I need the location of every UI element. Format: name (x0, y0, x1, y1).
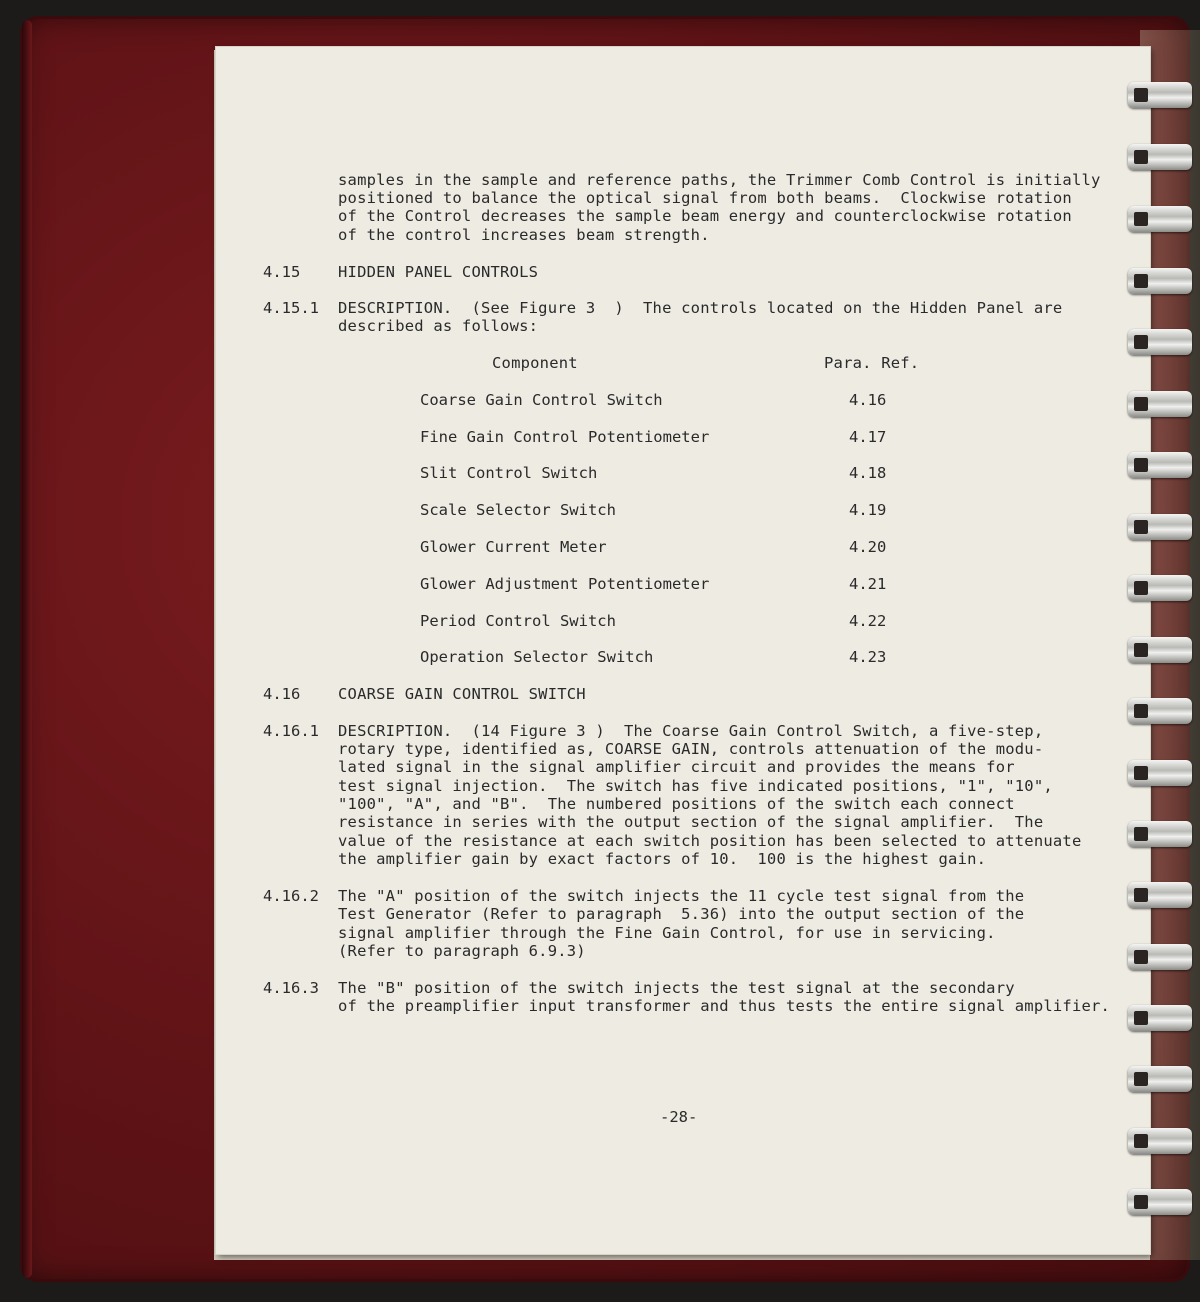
table-row-ref: 4.21 (849, 575, 887, 593)
table-row-ref: 4.19 (849, 501, 887, 519)
section-number: 4.15.1 (263, 299, 319, 317)
binder-ring (1128, 268, 1192, 294)
paragraph-line: value of the resistance at each switch position has been selected to attenuate (338, 832, 1082, 850)
binder-spine-edge (22, 20, 32, 1278)
binder-ring (1128, 821, 1192, 847)
binder-ring (1128, 144, 1192, 170)
table-row-ref: 4.16 (849, 391, 887, 409)
paragraph-line: The "B" position of the switch injects the test signal at the secondary (338, 979, 1015, 997)
table-row-component: Coarse Gain Control Switch (420, 391, 663, 409)
paragraph-line: resistance in series with the output section of the signal amplifier. The (338, 813, 1044, 831)
intro-line: positioned to balance the optical signal from both beams. Clockwise rotation (338, 189, 1072, 207)
section-heading: HIDDEN PANEL CONTROLS (338, 263, 539, 281)
binder-ring (1128, 1005, 1192, 1031)
paragraph-line: the amplifier gain by exact factors of 10. 100 is the highest gain. (338, 850, 987, 868)
paragraph-line: Test Generator (Refer to paragraph 5.36) into the output section of the (338, 905, 1025, 923)
paragraph-line: described as follows: (338, 317, 539, 335)
binder-ring (1128, 1066, 1192, 1092)
table-header-ref: Para. Ref. (824, 354, 920, 372)
table-row-ref: 4.22 (849, 612, 887, 630)
paragraph-line: (Refer to paragraph 6.9.3) (338, 942, 586, 960)
intro-line: samples in the sample and reference paths, the Trimmer Comb Control is initially (338, 171, 1101, 189)
section-number: 4.16.1 (263, 722, 319, 740)
table-row-component: Glower Current Meter (420, 538, 607, 556)
binder-ring (1128, 452, 1192, 478)
binder-ring (1128, 1189, 1192, 1215)
table-row-component: Period Control Switch (420, 612, 616, 630)
paragraph-line: lated signal in the signal amplifier circuit and provides the means for (338, 758, 1015, 776)
binder-ring (1128, 575, 1192, 601)
paragraph-line: rotary type, identified as, COARSE GAIN, controls attenuation of the modu- (338, 740, 1044, 758)
table-row-component: Scale Selector Switch (420, 501, 616, 519)
binder-ring (1128, 637, 1192, 663)
binder-ring (1128, 760, 1192, 786)
paragraph-line: DESCRIPTION. (See Figure 3 ) The controls located on the Hidden Panel are (338, 299, 1063, 317)
section-number: 4.16.3 (263, 979, 319, 997)
section-heading: COARSE GAIN CONTROL SWITCH (338, 685, 586, 703)
paragraph-line: The "A" position of the switch injects the 11 cycle test signal from the (338, 887, 1025, 905)
table-row-component: Glower Adjustment Potentiometer (420, 575, 710, 593)
table-row-component: Fine Gain Control Potentiometer (420, 428, 710, 446)
intro-line: of the control increases beam strength. (338, 226, 710, 244)
table-row-ref: 4.18 (849, 464, 887, 482)
binder-ring (1128, 82, 1192, 108)
paragraph-line: DESCRIPTION. (14 Figure 3 ) The Coarse Gain Control Switch, a five-step, (338, 722, 1044, 740)
paragraph-line: test signal injection. The switch has five indicated positions, "1", "10", (338, 777, 1053, 795)
table-row-ref: 4.17 (849, 428, 887, 446)
binder-ring (1128, 882, 1192, 908)
binder-ring (1128, 944, 1192, 970)
binder-ring (1128, 514, 1192, 540)
binder-ring (1128, 391, 1192, 417)
paragraph-line: signal amplifier through the Fine Gain Control, for use in servicing. (338, 924, 996, 942)
section-number: 4.16.2 (263, 887, 319, 905)
table-row-component: Operation Selector Switch (420, 648, 654, 666)
binder-ring (1128, 329, 1192, 355)
section-number: 4.15 (263, 263, 301, 281)
paragraph-line: "100", "A", and "B". The numbered positions of the switch each connect (338, 795, 1015, 813)
page-number: -28- (660, 1108, 698, 1126)
table-row-component: Slit Control Switch (420, 464, 598, 482)
paragraph-line: of the preamplifier input transformer and thus tests the entire signal amplifier. (338, 997, 1111, 1015)
binder-ring (1128, 698, 1192, 724)
binder-ring (1128, 1128, 1192, 1154)
binder-ring (1128, 206, 1192, 232)
table-header-component: Component (492, 354, 578, 372)
table-row-ref: 4.23 (849, 648, 887, 666)
section-number: 4.16 (263, 685, 301, 703)
intro-line: of the Control decreases the sample beam energy and counterclockwise rotation (338, 207, 1072, 225)
table-row-ref: 4.20 (849, 538, 887, 556)
